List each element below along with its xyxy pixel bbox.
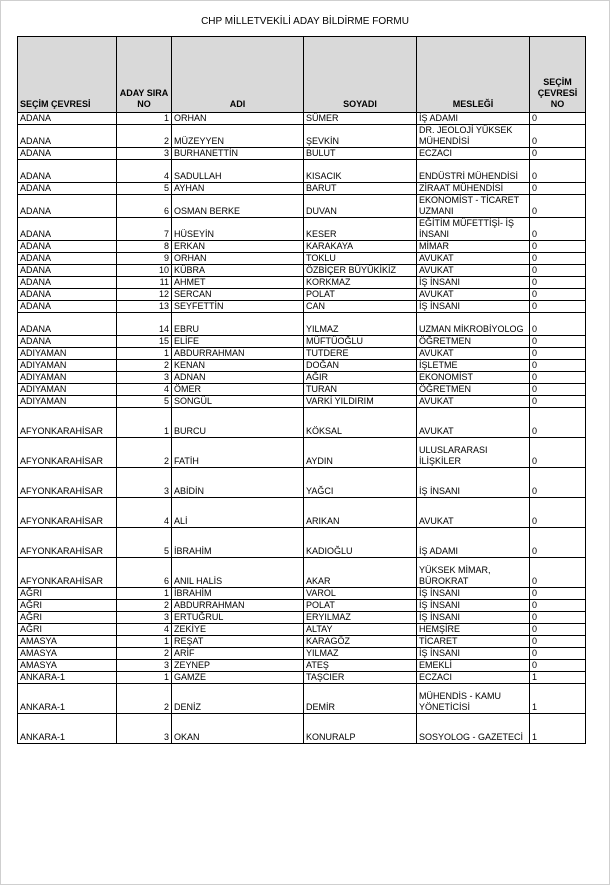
cell-secim-cevresi-no: 0 [530,372,586,384]
header-meslegi: MESLEĞİ [417,37,530,113]
cell-meslegi: AVUKAT [417,408,530,438]
cell-aday-sira-no: 7 [117,218,172,241]
cell-soyadi: AKAR [304,558,417,588]
cell-meslegi: SOSYOLOG - GAZETECİ [417,714,530,744]
table-row [18,289,586,301]
cell-soyadi: KÖKSAL [304,408,417,438]
cell-aday-sira-no: 1 [117,672,172,684]
cell-secim-cevresi-no: 0 [530,253,586,265]
cell-soyadi: KADIOĞLU [304,528,417,558]
table-body [18,113,586,744]
cell-secim-cevresi-no: 1 [530,672,586,684]
cell-aday-sira-no: 2 [117,360,172,372]
cell-secim-cevresi-no: 0 [530,384,586,396]
cell-secim-cevresi: ADANA [18,218,117,241]
cell-meslegi: ECZACI [417,672,530,684]
cell-secim-cevresi: AFYONKARAHİSAR [18,558,117,588]
cell-adi: İBRAHİM [172,588,304,600]
cell-secim-cevresi: AĞRI [18,588,117,600]
cell-aday-sira-no: 5 [117,396,172,408]
cell-aday-sira-no: 1 [117,348,172,360]
cell-secim-cevresi: ADIYAMAN [18,360,117,372]
cell-secim-cevresi-no: 0 [530,438,586,468]
header-aday-sira-no: ADAY SIRA NO [117,37,172,113]
cell-secim-cevresi-no: 0 [530,160,586,183]
cell-secim-cevresi-no: 0 [530,498,586,528]
cell-secim-cevresi: AFYONKARAHİSAR [18,438,117,468]
cell-soyadi: KARAGÖZ [304,636,417,648]
cell-secim-cevresi-no: 0 [530,528,586,558]
cell-aday-sira-no: 13 [117,301,172,313]
cell-secim-cevresi: AMASYA [18,636,117,648]
cell-soyadi: KISACIK [304,160,417,183]
table-row [18,648,586,660]
cell-meslegi: İŞLETME [417,360,530,372]
cell-adi: HÜSEYİN [172,218,304,241]
cell-aday-sira-no: 3 [117,660,172,672]
cell-soyadi: BARUT [304,183,417,195]
cell-meslegi: EMEKLİ [417,660,530,672]
cell-aday-sira-no: 1 [117,113,172,125]
cell-aday-sira-no: 1 [117,636,172,648]
table-row [18,313,586,336]
cell-adi: ADNAN [172,372,304,384]
table-row [18,612,586,624]
table-row [18,660,586,672]
cell-soyadi: POLAT [304,600,417,612]
cell-soyadi: KONURALP [304,714,417,744]
cell-adi: KÜBRA [172,265,304,277]
header-secim-cevresi: SEÇİM ÇEVRESİ [18,37,117,113]
table-row [18,468,586,498]
cell-aday-sira-no: 15 [117,336,172,348]
cell-secim-cevresi-no: 1 [530,684,586,714]
cell-secim-cevresi: AMASYA [18,660,117,672]
cell-soyadi: DUVAN [304,195,417,218]
table-row [18,113,586,125]
cell-soyadi: BULUT [304,148,417,160]
cell-meslegi: AVUKAT [417,253,530,265]
cell-meslegi: AVUKAT [417,265,530,277]
cell-secim-cevresi: AFYONKARAHİSAR [18,468,117,498]
cell-adi: REŞAT [172,636,304,648]
cell-adi: ABDURRAHMAN [172,348,304,360]
cell-meslegi: HEMŞİRE [417,624,530,636]
cell-soyadi: YILMAZ [304,313,417,336]
cell-secim-cevresi-no: 0 [530,218,586,241]
table-row [18,360,586,372]
table-row [18,348,586,360]
table-row [18,672,586,684]
cell-adi: OKAN [172,714,304,744]
cell-adi: ORHAN [172,113,304,125]
table-row [18,218,586,241]
table-row [18,301,586,313]
cell-meslegi: MİMAR [417,241,530,253]
cell-soyadi: TOKLU [304,253,417,265]
cell-secim-cevresi-no: 0 [530,624,586,636]
cell-secim-cevresi: ADANA [18,148,117,160]
cell-secim-cevresi: ADANA [18,265,117,277]
cell-secim-cevresi-no: 0 [530,125,586,148]
table-row [18,528,586,558]
cell-secim-cevresi-no: 0 [530,301,586,313]
cell-adi: ÖMER [172,384,304,396]
cell-secim-cevresi: ANKARA-1 [18,714,117,744]
cell-meslegi: EKONOMİST [417,372,530,384]
cell-secim-cevresi: ADIYAMAN [18,348,117,360]
table-row [18,636,586,648]
cell-soyadi: ARIKAN [304,498,417,528]
cell-secim-cevresi: ADANA [18,195,117,218]
cell-secim-cevresi-no: 0 [530,348,586,360]
cell-aday-sira-no: 9 [117,253,172,265]
cell-secim-cevresi: AĞRI [18,612,117,624]
cell-meslegi: ÖĞRETMEN [417,384,530,396]
cell-secim-cevresi-no: 0 [530,148,586,160]
cell-adi: ARİF [172,648,304,660]
table-row [18,384,586,396]
cell-adi: GAMZE [172,672,304,684]
cell-soyadi: ATEŞ [304,660,417,672]
table-row [18,600,586,612]
candidate-table [17,36,586,744]
cell-soyadi: AĞIR [304,372,417,384]
cell-soyadi: VARKİ YILDIRIM [304,396,417,408]
cell-meslegi: ECZACI [417,148,530,160]
cell-meslegi: İŞ ADAMI [417,113,530,125]
cell-secim-cevresi-no: 0 [530,277,586,289]
cell-aday-sira-no: 2 [117,648,172,660]
cell-adi: ORHAN [172,253,304,265]
cell-aday-sira-no: 1 [117,588,172,600]
table-row [18,624,586,636]
cell-soyadi: DOĞAN [304,360,417,372]
table-row [18,265,586,277]
cell-adi: EBRU [172,313,304,336]
header-row [18,37,586,113]
cell-aday-sira-no: 14 [117,313,172,336]
cell-aday-sira-no: 5 [117,183,172,195]
cell-secim-cevresi: ADIYAMAN [18,372,117,384]
cell-adi: DENİZ [172,684,304,714]
cell-soyadi: SÜMER [304,113,417,125]
cell-meslegi: AVUKAT [417,289,530,301]
cell-meslegi: EĞİTİM MÜFETTİŞİ- İŞ İNSANI [417,218,530,241]
table-row [18,588,586,600]
cell-secim-cevresi: AFYONKARAHİSAR [18,498,117,528]
cell-aday-sira-no: 1 [117,408,172,438]
cell-meslegi: İŞ İNSANI [417,612,530,624]
table-row [18,372,586,384]
cell-secim-cevresi: ADANA [18,113,117,125]
cell-adi: ELİFE [172,336,304,348]
cell-secim-cevresi: AĞRI [18,600,117,612]
cell-meslegi: ÖĞRETMEN [417,336,530,348]
table-row [18,714,586,744]
cell-secim-cevresi-no: 0 [530,600,586,612]
table-row [18,438,586,468]
cell-meslegi: İŞ İNSANI [417,588,530,600]
cell-adi: ABİDİN [172,468,304,498]
cell-soyadi: POLAT [304,289,417,301]
cell-aday-sira-no: 5 [117,528,172,558]
table-row [18,253,586,265]
cell-secim-cevresi-no: 0 [530,660,586,672]
cell-soyadi: YILMAZ [304,648,417,660]
cell-secim-cevresi-no: 0 [530,313,586,336]
cell-secim-cevresi: ADANA [18,253,117,265]
cell-secim-cevresi-no: 0 [530,558,586,588]
cell-meslegi: İŞ İNSANI [417,277,530,289]
cell-aday-sira-no: 4 [117,384,172,396]
cell-adi: MÜZEYYEN [172,125,304,148]
cell-aday-sira-no: 6 [117,558,172,588]
cell-soyadi: ŞEVKİN [304,125,417,148]
cell-aday-sira-no: 11 [117,277,172,289]
cell-adi: İBRAHİM [172,528,304,558]
cell-aday-sira-no: 2 [117,438,172,468]
table-row [18,195,586,218]
cell-secim-cevresi: ADANA [18,160,117,183]
cell-meslegi: İŞ ADAMI [417,528,530,558]
cell-meslegi: İŞ İNSANI [417,468,530,498]
cell-soyadi: ALTAY [304,624,417,636]
cell-meslegi: AVUKAT [417,498,530,528]
cell-secim-cevresi: ADANA [18,125,117,148]
cell-aday-sira-no: 2 [117,600,172,612]
cell-meslegi: ENDÜSTRİ MÜHENDİSİ [417,160,530,183]
cell-meslegi: İŞ İNSANI [417,600,530,612]
cell-secim-cevresi: ADANA [18,301,117,313]
cell-secim-cevresi-no: 0 [530,408,586,438]
cell-adi: ALİ [172,498,304,528]
cell-soyadi: ÖZBİÇER BÜYÜKİKİZ [304,265,417,277]
cell-soyadi: KARAKAYA [304,241,417,253]
cell-adi: ERTUĞRUL [172,612,304,624]
cell-soyadi: VAROL [304,588,417,600]
cell-meslegi: AVUKAT [417,348,530,360]
table-row [18,684,586,714]
cell-secim-cevresi: ADANA [18,336,117,348]
cell-adi: AHMET [172,277,304,289]
table-row [18,498,586,528]
table-row [18,148,586,160]
cell-aday-sira-no: 2 [117,684,172,714]
cell-aday-sira-no: 3 [117,148,172,160]
table-row [18,558,586,588]
cell-secim-cevresi-no: 1 [530,714,586,744]
cell-meslegi: EKONOMİST - TİCARET UZMANI [417,195,530,218]
cell-secim-cevresi: AFYONKARAHİSAR [18,528,117,558]
cell-soyadi: MÜFTÜOĞLU [304,336,417,348]
cell-meslegi: İŞ İNSANI [417,648,530,660]
cell-meslegi: MÜHENDİS - KAMU YÖNETİCİSİ [417,684,530,714]
cell-soyadi: YAĞCI [304,468,417,498]
cell-aday-sira-no: 10 [117,265,172,277]
cell-secim-cevresi-no: 0 [530,195,586,218]
cell-secim-cevresi-no: 0 [530,636,586,648]
cell-secim-cevresi: AĞRI [18,624,117,636]
header-adi: ADI [172,37,304,113]
cell-aday-sira-no: 6 [117,195,172,218]
cell-soyadi: AYDIN [304,438,417,468]
cell-adi: ANIL HALİS [172,558,304,588]
cell-secim-cevresi-no: 0 [530,113,586,125]
cell-soyadi: KESER [304,218,417,241]
cell-aday-sira-no: 3 [117,372,172,384]
cell-secim-cevresi-no: 0 [530,336,586,348]
cell-adi: BURHANETTİN [172,148,304,160]
table-row [18,336,586,348]
cell-adi: SONGÜL [172,396,304,408]
cell-secim-cevresi-no: 0 [530,648,586,660]
cell-soyadi: TUTDERE [304,348,417,360]
cell-adi: SERCAN [172,289,304,301]
cell-adi: ABDURRAHMAN [172,600,304,612]
cell-secim-cevresi: ADIYAMAN [18,384,117,396]
cell-secim-cevresi: ADANA [18,289,117,301]
cell-soyadi: DEMİR [304,684,417,714]
cell-meslegi: AVUKAT [417,396,530,408]
cell-secim-cevresi-no: 0 [530,241,586,253]
cell-soyadi: TAŞCIER [304,672,417,684]
cell-aday-sira-no: 4 [117,498,172,528]
form-title: CHP MİLLETVEKİLİ ADAY BİLDİRME FORMU [201,16,409,27]
table-row [18,408,586,438]
cell-secim-cevresi-no: 0 [530,396,586,408]
cell-aday-sira-no: 4 [117,160,172,183]
cell-aday-sira-no: 3 [117,612,172,624]
cell-secim-cevresi: ANKARA-1 [18,684,117,714]
table-row [18,125,586,148]
table-row [18,241,586,253]
cell-aday-sira-no: 12 [117,289,172,301]
cell-secim-cevresi: ADANA [18,313,117,336]
cell-secim-cevresi-no: 0 [530,468,586,498]
cell-meslegi: YÜKSEK MİMAR, BÜROKRAT [417,558,530,588]
cell-adi: FATİH [172,438,304,468]
cell-secim-cevresi-no: 0 [530,289,586,301]
table-row [18,277,586,289]
table-row [18,396,586,408]
cell-aday-sira-no: 8 [117,241,172,253]
cell-soyadi: ERYILMAZ [304,612,417,624]
cell-adi: OSMAN BERKE [172,195,304,218]
cell-meslegi: TİCARET [417,636,530,648]
header-soyadi: SOYADI [304,37,417,113]
cell-meslegi: UZMAN MİKROBİYOLOG [417,313,530,336]
cell-secim-cevresi-no: 0 [530,588,586,600]
table-row [18,183,586,195]
header-secim-cevresi-no: SEÇİM ÇEVRESİ NO [530,37,586,113]
cell-secim-cevresi: AMASYA [18,648,117,660]
cell-secim-cevresi: ADANA [18,241,117,253]
cell-soyadi: TURAN [304,384,417,396]
cell-secim-cevresi-no: 0 [530,360,586,372]
table-row [18,160,586,183]
cell-adi: KENAN [172,360,304,372]
cell-meslegi: İŞ İNSANI [417,301,530,313]
cell-secim-cevresi-no: 0 [530,183,586,195]
cell-secim-cevresi: ANKARA-1 [18,672,117,684]
cell-secim-cevresi: ADIYAMAN [18,396,117,408]
cell-adi: AYHAN [172,183,304,195]
cell-adi: ZEYNEP [172,660,304,672]
cell-soyadi: KORKMAZ [304,277,417,289]
cell-adi: SADULLAH [172,160,304,183]
cell-secim-cevresi: AFYONKARAHİSAR [18,408,117,438]
cell-adi: ZEKİYE [172,624,304,636]
cell-adi: ERKAN [172,241,304,253]
cell-aday-sira-no: 3 [117,714,172,744]
cell-adi: BURCU [172,408,304,438]
cell-soyadi: CAN [304,301,417,313]
cell-aday-sira-no: 4 [117,624,172,636]
cell-secim-cevresi-no: 0 [530,265,586,277]
cell-meslegi: ULUSLARARASI İLİŞKİLER [417,438,530,468]
cell-aday-sira-no: 2 [117,125,172,148]
cell-meslegi: DR. JEOLOJİ YÜKSEK MÜHENDİSİ [417,125,530,148]
cell-meslegi: ZİRAAT MÜHENDİSİ [417,183,530,195]
cell-secim-cevresi: ADANA [18,183,117,195]
cell-secim-cevresi: ADANA [18,277,117,289]
cell-secim-cevresi-no: 0 [530,612,586,624]
cell-aday-sira-no: 3 [117,468,172,498]
cell-adi: SEYFETTİN [172,301,304,313]
